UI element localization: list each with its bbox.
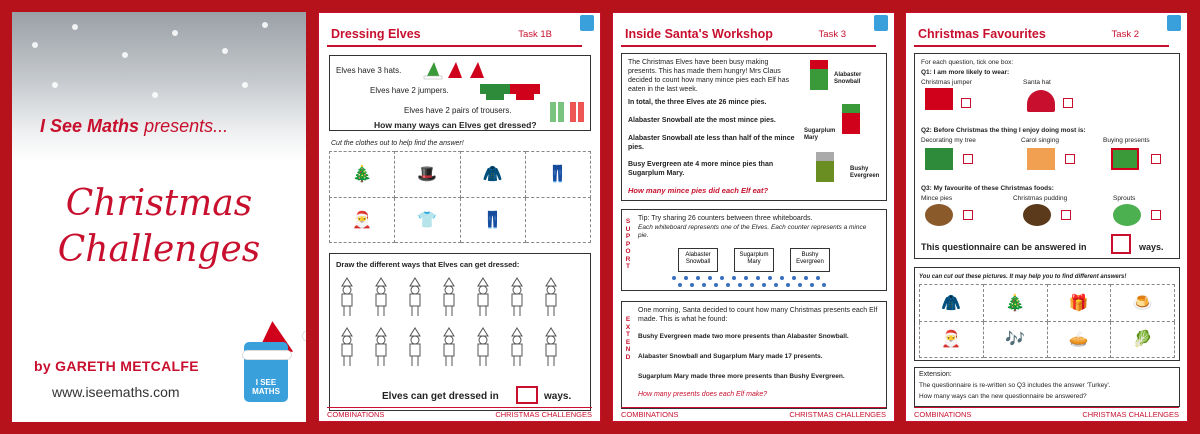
elf-hat-green-icon[interactable]: 🎄 [330, 152, 395, 198]
footer-right: CHRISTMAS CHALLENGES [789, 410, 886, 419]
answer-prefix: Elves can get dressed in [382, 391, 499, 402]
problem-box [329, 55, 591, 131]
cover-url[interactable]: www.iseemaths.com [52, 384, 180, 400]
ext-intro: One morning, Santa decided to count how many Christmas presents each Elf made. This is what he found: [638, 307, 878, 323]
santa-hat-icon [1027, 90, 1055, 112]
counter-dot [816, 276, 820, 280]
support-box [621, 209, 887, 291]
counter-dot [750, 283, 754, 287]
i-see-maths-badge-icon [580, 15, 594, 31]
tip-line2: Each whiteboard represents one of the Elves. Each counter represents a mince pie. [638, 224, 867, 239]
counter-dot [702, 283, 706, 287]
counter-dot [780, 276, 784, 280]
counter-dot [732, 276, 736, 280]
ext2: How many ways can the new questionnaire be answered? [919, 393, 1087, 400]
tip-line1: Tip: Try sharing 26 counters between three whiteboards. [638, 215, 813, 222]
christmas-jumper-icon [925, 88, 953, 110]
footer-left: COMBINATIONS [327, 410, 385, 419]
fact3: Alabaster Snowball ate less than half of the mince pies. [628, 135, 795, 151]
tick-box-q2b[interactable] [1065, 154, 1075, 164]
cutout-sprouts-icon[interactable]: 🥬 [1111, 321, 1175, 358]
mince-pie-icon [925, 204, 953, 226]
ext-question: How many presents does each Elf make? [638, 391, 768, 398]
q3c-label: Sprouts [1113, 195, 1136, 202]
q3a-label: Mince pies [921, 195, 953, 202]
tick-box-q3a[interactable] [963, 210, 973, 220]
i-see-maths-logo: I SEE MATHS [244, 342, 288, 402]
i-see-maths-badge-icon [1167, 15, 1181, 31]
question-text: How many ways can Elves get dressed? [374, 120, 537, 130]
footer-left: COMBINATIONS [621, 410, 679, 419]
fact1: In total, the three Elves ate 26 mince pies. [628, 99, 767, 106]
cut-label: Cut the clothes out to help find the answer! [331, 140, 464, 147]
q2c-label: Buying presents [1103, 137, 1150, 144]
counter-dot [690, 283, 694, 287]
counter-dot [714, 283, 718, 287]
extend-box [621, 301, 887, 409]
draw-label: Draw the different ways that Elves can get dressed: [336, 260, 520, 269]
christmas-pudding-icon [1023, 204, 1051, 226]
counter-dot [678, 283, 682, 287]
tick-box-q2c[interactable] [1151, 154, 1161, 164]
counter-dot [756, 276, 760, 280]
q3b-label: Christmas pudding [1013, 195, 1068, 202]
elf1-label: Alabaster Snowball [834, 72, 862, 85]
counter-dot [810, 283, 814, 287]
hats-icons [422, 60, 492, 80]
elf2-label: Sugarplum Mary [804, 128, 836, 141]
ext3: Sugarplum Mary made three more presents than Bushy Evergreen. [638, 373, 845, 380]
elf-outlines [338, 276, 582, 372]
cover-title-line2: Challenges [57, 229, 261, 270]
footer-right: CHRISTMAS CHALLENGES [1082, 410, 1179, 419]
carol-singers-icon [1027, 148, 1055, 170]
cutout-grid [329, 151, 591, 243]
extend-label: E X T E N D [625, 316, 631, 361]
ext1: The questionnaire is re-written so Q3 includes the answer 'Turkey'. [919, 382, 1111, 389]
jumpers-icons [480, 80, 540, 102]
trousers-text: Elves have 2 pairs of trousers. [404, 106, 512, 115]
tick-box-q3b[interactable] [1061, 210, 1071, 220]
support-label: S U P P O R T [625, 218, 631, 270]
counter-dot [744, 276, 748, 280]
q1b-label: Santa hat [1023, 79, 1051, 86]
counter-dot [804, 276, 808, 280]
sheet-title: Christmas Favourites [918, 27, 1046, 41]
drawing-box [329, 253, 591, 411]
counter-dot [822, 283, 826, 287]
cutout-tree-icon[interactable]: 🎄 [983, 285, 1047, 322]
cutout-grid [919, 284, 1175, 358]
task-label: Task 2 [1111, 29, 1139, 40]
counter-dot [792, 276, 796, 280]
tick-box-q1b[interactable] [1063, 98, 1073, 108]
whiteboard-bushy: Bushy Evergreen [790, 248, 830, 272]
footer-right: CHRISTMAS CHALLENGES [495, 410, 592, 419]
cutout-mince-pie-icon[interactable]: 🥧 [1047, 321, 1111, 358]
green-jumper-icon[interactable]: 👕 [395, 197, 460, 243]
sprouts-icon [1113, 204, 1141, 226]
elf-sugarplum-icon [842, 104, 860, 134]
sheet-title: Inside Santa's Workshop [625, 27, 773, 41]
task-label: Task 3 [818, 29, 846, 40]
q2a-label: Decorating my tree [921, 137, 976, 144]
counter-dot [720, 276, 724, 280]
sheet-footer [914, 407, 1179, 419]
extension-box [914, 367, 1180, 407]
cover-presents-line [40, 116, 228, 137]
q1: Q1: I am more likely to wear: [921, 69, 1010, 76]
answer-box[interactable] [516, 386, 538, 404]
instruction: For each question, tick one box: [921, 59, 1014, 66]
worksheet-santas-workshop [612, 12, 895, 422]
elf3-label: Bushy Evergreen [850, 166, 880, 179]
elf-bushy-icon [816, 152, 834, 182]
problem-box [621, 53, 887, 201]
footer-left: COMBINATIONS [914, 410, 972, 419]
whiteboard-alabaster: Alabaster Snowball [678, 248, 718, 272]
counter-dot [768, 276, 772, 280]
i-see-maths-badge-icon [874, 15, 888, 31]
sheet-title: Dressing Elves [331, 27, 421, 41]
ext2: Alabaster Snowball and Sugarplum Mary made 17 presents. [638, 353, 823, 360]
present-icon [1111, 148, 1139, 170]
cover-title-line1: Christmas [65, 183, 253, 224]
cover-panel [12, 12, 306, 422]
elf-hat-red-white-icon[interactable]: 🎩 [395, 152, 460, 198]
cutout-santa-hat-icon[interactable]: 🎅 [920, 321, 984, 358]
tick-box-q1a[interactable] [961, 98, 971, 108]
fact4: Busy Evergreen ate 4 more mince pies than Sugarplum Mary. [628, 161, 774, 177]
worksheet-christmas-favourites [905, 12, 1188, 422]
counter-dot [774, 283, 778, 287]
answer-suffix: ways. [1139, 242, 1164, 252]
presents-text: presents... [144, 116, 229, 136]
empty-cell [525, 197, 590, 243]
hats-text: Elves have 3 hats. [336, 66, 402, 75]
ext1: Bushy Evergreen made two more presents than Alabaster Snowball. [638, 333, 849, 340]
sheet-footer [327, 407, 592, 419]
tick-box-q2a[interactable] [963, 154, 973, 164]
cutout-present-icon[interactable]: 🎁 [1047, 285, 1111, 322]
questionnaire-box [914, 53, 1180, 259]
hat-pompom-icon [302, 330, 306, 342]
tick-box-q3c[interactable] [1151, 210, 1161, 220]
counter-dot [798, 283, 802, 287]
brand-name: I See Maths [40, 116, 140, 136]
green-trousers-icon[interactable]: 👖 [525, 152, 590, 198]
cutout-box [914, 267, 1180, 361]
intro-text: The Christmas Elves have been busy making presents. This has made them hungry! Mrs Claus decided to count how many mince pies each Elf has eaten in the last week. [628, 59, 790, 93]
red-trousers-icon[interactable]: 👖 [460, 197, 525, 243]
cutout-jumper-icon[interactable]: 🧥 [920, 285, 984, 322]
counter-dot [762, 283, 766, 287]
jumpers-text: Elves have 2 jumpers. [370, 86, 449, 95]
cutout-carol-singers-icon[interactable]: 🎶 [983, 321, 1047, 358]
christmas-tree-icon [925, 148, 953, 170]
red-jumper-icon[interactable]: 🧥 [460, 152, 525, 198]
fact2: Alabaster Snowball ate the most mince pies. [628, 117, 776, 124]
q2b-label: Carol singing [1021, 137, 1059, 144]
sheet-footer [621, 407, 886, 419]
cutout-pudding-icon[interactable]: 🍮 [1111, 285, 1175, 322]
q2: Q2: Before Christmas the thing I enjoy doing most is: [921, 127, 1086, 134]
counter-dot [708, 276, 712, 280]
counter-dot [696, 276, 700, 280]
sheet-header [914, 27, 1169, 47]
hat-rim-icon [242, 350, 292, 360]
santa-hat-icon[interactable]: 🎅 [330, 197, 395, 243]
cut-label: You can cut out these pictures. It may help you to find different answers! [919, 274, 1127, 280]
cover-author: by GARETH METCALFE [34, 358, 199, 374]
task-label: Task 1B [518, 29, 552, 40]
counter-dot [786, 283, 790, 287]
counter-dot [738, 283, 742, 287]
sheet-header [621, 27, 876, 47]
question-text: How many mince pies did each Elf eat? [628, 186, 769, 195]
answer-prefix: This questionnaire can be answered in [921, 242, 1087, 252]
worksheet-dressing-elves [318, 12, 601, 422]
whiteboard-sugarplum: Sugarplum Mary [734, 248, 774, 272]
answer-box[interactable] [1111, 234, 1131, 254]
counter-dot [684, 276, 688, 280]
counter-dot [672, 276, 676, 280]
trousers-icons [548, 100, 588, 124]
answer-suffix: ways. [544, 391, 572, 402]
sheet-header [327, 27, 582, 47]
ext-head: Extension: [919, 371, 952, 378]
elf-alabaster-icon [810, 60, 828, 90]
snowy-branches-image [12, 12, 306, 162]
q1a-label: Christmas jumper [921, 79, 972, 86]
counter-dot [726, 283, 730, 287]
q3: Q3: My favourite of these Christmas foods: [921, 185, 1054, 192]
